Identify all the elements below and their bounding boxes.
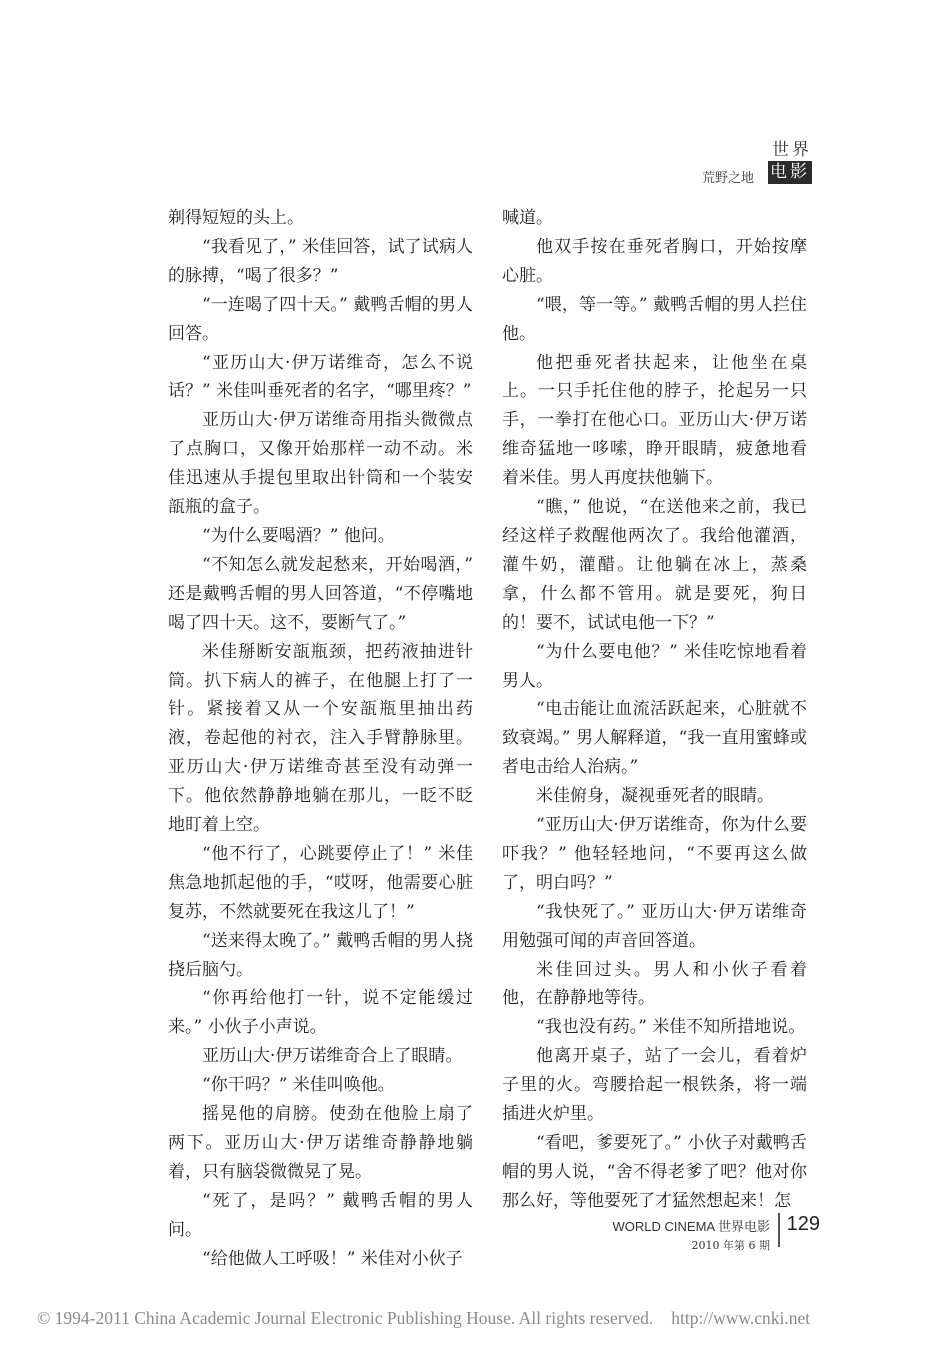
paragraph: 他把垂死者扶起来，让他坐在桌上。一只手托住他的脖子，抡起另一只手，一拳打在他心口。亚历山大·伊万诺维奇猛地一哆嗦，睁开眼睛，疲惫地看着米佳。男人再度扶他躺下。 — [502, 352, 807, 489]
paragraph: “亚历山大·伊万诺维奇，怎么不说话？” 米佳叫垂死者的名字，“哪里疼？” — [168, 352, 473, 402]
paragraph: “瞧，” 他说，“在送他来之前，我已经这样子救醒他两次了。我给他灌酒，灌牛奶，灌醋。让他躺在冰上，蒸桑拿，什么都不管用。就是要死，狗日的！要不，试试电他一下？” — [502, 497, 807, 633]
paragraph: “给他做人工呼吸！” 米佳对小伙子 — [202, 1248, 463, 1269]
paragraph: “你干吗？” 米佳叫唤他。 — [202, 1075, 395, 1096]
paragraph: “我快死了。” 亚历山大·伊万诺维奇用勉强可闻的声音回答道。 — [502, 901, 807, 951]
paragraph: “死了，是吗？” 戴鸭舌帽的男人问。 — [168, 1190, 473, 1240]
right-column — [502, 204, 807, 1216]
paragraph: 摇晃他的肩膀。使劲在他脸上扇了两下。亚历山大·伊万诺维奇静静地躺着，只有脑袋微微晃了晃。 — [168, 1104, 473, 1182]
paragraph: 米佳俯身，凝视垂死者的眼睛。 — [536, 786, 774, 807]
paragraph: 米佳回过头。男人和小伙子看着他，在静静地等待。 — [502, 959, 807, 1009]
footer-magazine: WORLD CINEMA 世界电影 — [612, 1219, 770, 1234]
running-header — [632, 140, 812, 188]
paragraph: 他离开桌子，站了一会儿，看着炉子里的火。弯腰拾起一根铁条，将一端插进火炉里。 — [502, 1046, 807, 1125]
paragraph: “送来得太晚了。” 戴鸭舌帽的男人挠挠后脑勺。 — [168, 930, 473, 980]
paragraph: 喊道。 — [502, 208, 553, 228]
paragraph: 亚历山大·伊万诺维奇合上了眼睛。 — [202, 1046, 463, 1067]
paragraph: “我看见了，” 米佳回答，试了试病人的脉搏，“喝了很多？” — [168, 236, 473, 286]
section-name: 荒野之地 — [701, 171, 754, 186]
footer-text — [613, 1216, 770, 1253]
page-number: 129 — [786, 1213, 820, 1235]
paragraph: “为什么要喝酒？” 他问。 — [202, 525, 395, 546]
paragraph: 米佳掰断安瓿瓶颈，把药液抽进针筒。扒下病人的裤子，在他腿上打了一针。紧接着又从一个安瓿瓶里抽出药液，卷起他的衬衣，注入手臂静脉里。亚历山大·伊万诺维奇甚至没有动弹一下。他依然静静地躺在那儿，一眨不眨地盯着上空。 — [168, 641, 473, 836]
paragraph: 他双手按在垂死者胸口，开始按摩心脏。 — [502, 236, 807, 286]
magazine-logo-bottom: 电影 — [770, 162, 810, 182]
footer-divider — [778, 1213, 780, 1247]
paragraph: “不知怎么就发起愁来，开始喝酒，” 还是戴鸭舌帽的男人回答道，“不停嘴地喝了四十天。这不，要断气了。” — [168, 554, 473, 633]
magazine-logo-top: 世界 — [772, 140, 812, 160]
paragraph: “亚历山大·伊万诺维奇，你为什么要吓我？” 他轻轻地问，“不要再这么做了，明白吗？” — [502, 815, 807, 893]
paragraph: “我也没有药。” 米佳不知所措地说。 — [536, 1017, 806, 1038]
paragraph: “他不行了，心跳要停止了！” 米佳焦急地抓起他的手，“哎呀，他需要心脏复苏，不然就要死在我这儿了！” — [168, 843, 473, 922]
paragraph: 剃得短短的头上。 — [168, 208, 304, 228]
copyright-notice: © 1994-2011 China Academic Journal Electronic Publishing House. All rights reserved. — [37, 1308, 654, 1328]
footer-issue: 2010 年第 6 期 — [691, 1239, 770, 1252]
paragraph: 亚历山大·伊万诺维奇用指头微微点了点胸口，又像开始那样一动不动。米佳迅速从手提包里取出针筒和一个装安瓿瓶的盒子。 — [168, 410, 473, 518]
paragraph: “为什么要电他？” 米佳吃惊地看着男人。 — [502, 641, 807, 691]
left-column — [168, 204, 473, 1274]
paragraph: “你再给他打一针，说不定能缓过来。” 小伙子小声说。 — [168, 988, 473, 1038]
magazine-logo — [768, 140, 812, 184]
paragraph: “喂，等一等。” 戴鸭舌帽的男人拦住他。 — [502, 294, 807, 344]
paragraph: “电击能让血流活跃起来，心脏就不致衰竭。” 男人解释道，“我一直用蜜蜂或者电击给人治病。” — [502, 699, 807, 778]
copyright-url: http://www.cnki.net — [671, 1308, 811, 1328]
copyright-line — [37, 1308, 810, 1329]
paragraph: “看吧，爹要死了。” 小伙子对戴鸭舌帽的男人说，“舍不得老爹了吧？他对你那么好，等他要死了才猛然想起来！怎 — [502, 1133, 807, 1211]
paragraph: “一连喝了四十天。” 戴鸭舌帽的男人回答。 — [168, 294, 473, 344]
